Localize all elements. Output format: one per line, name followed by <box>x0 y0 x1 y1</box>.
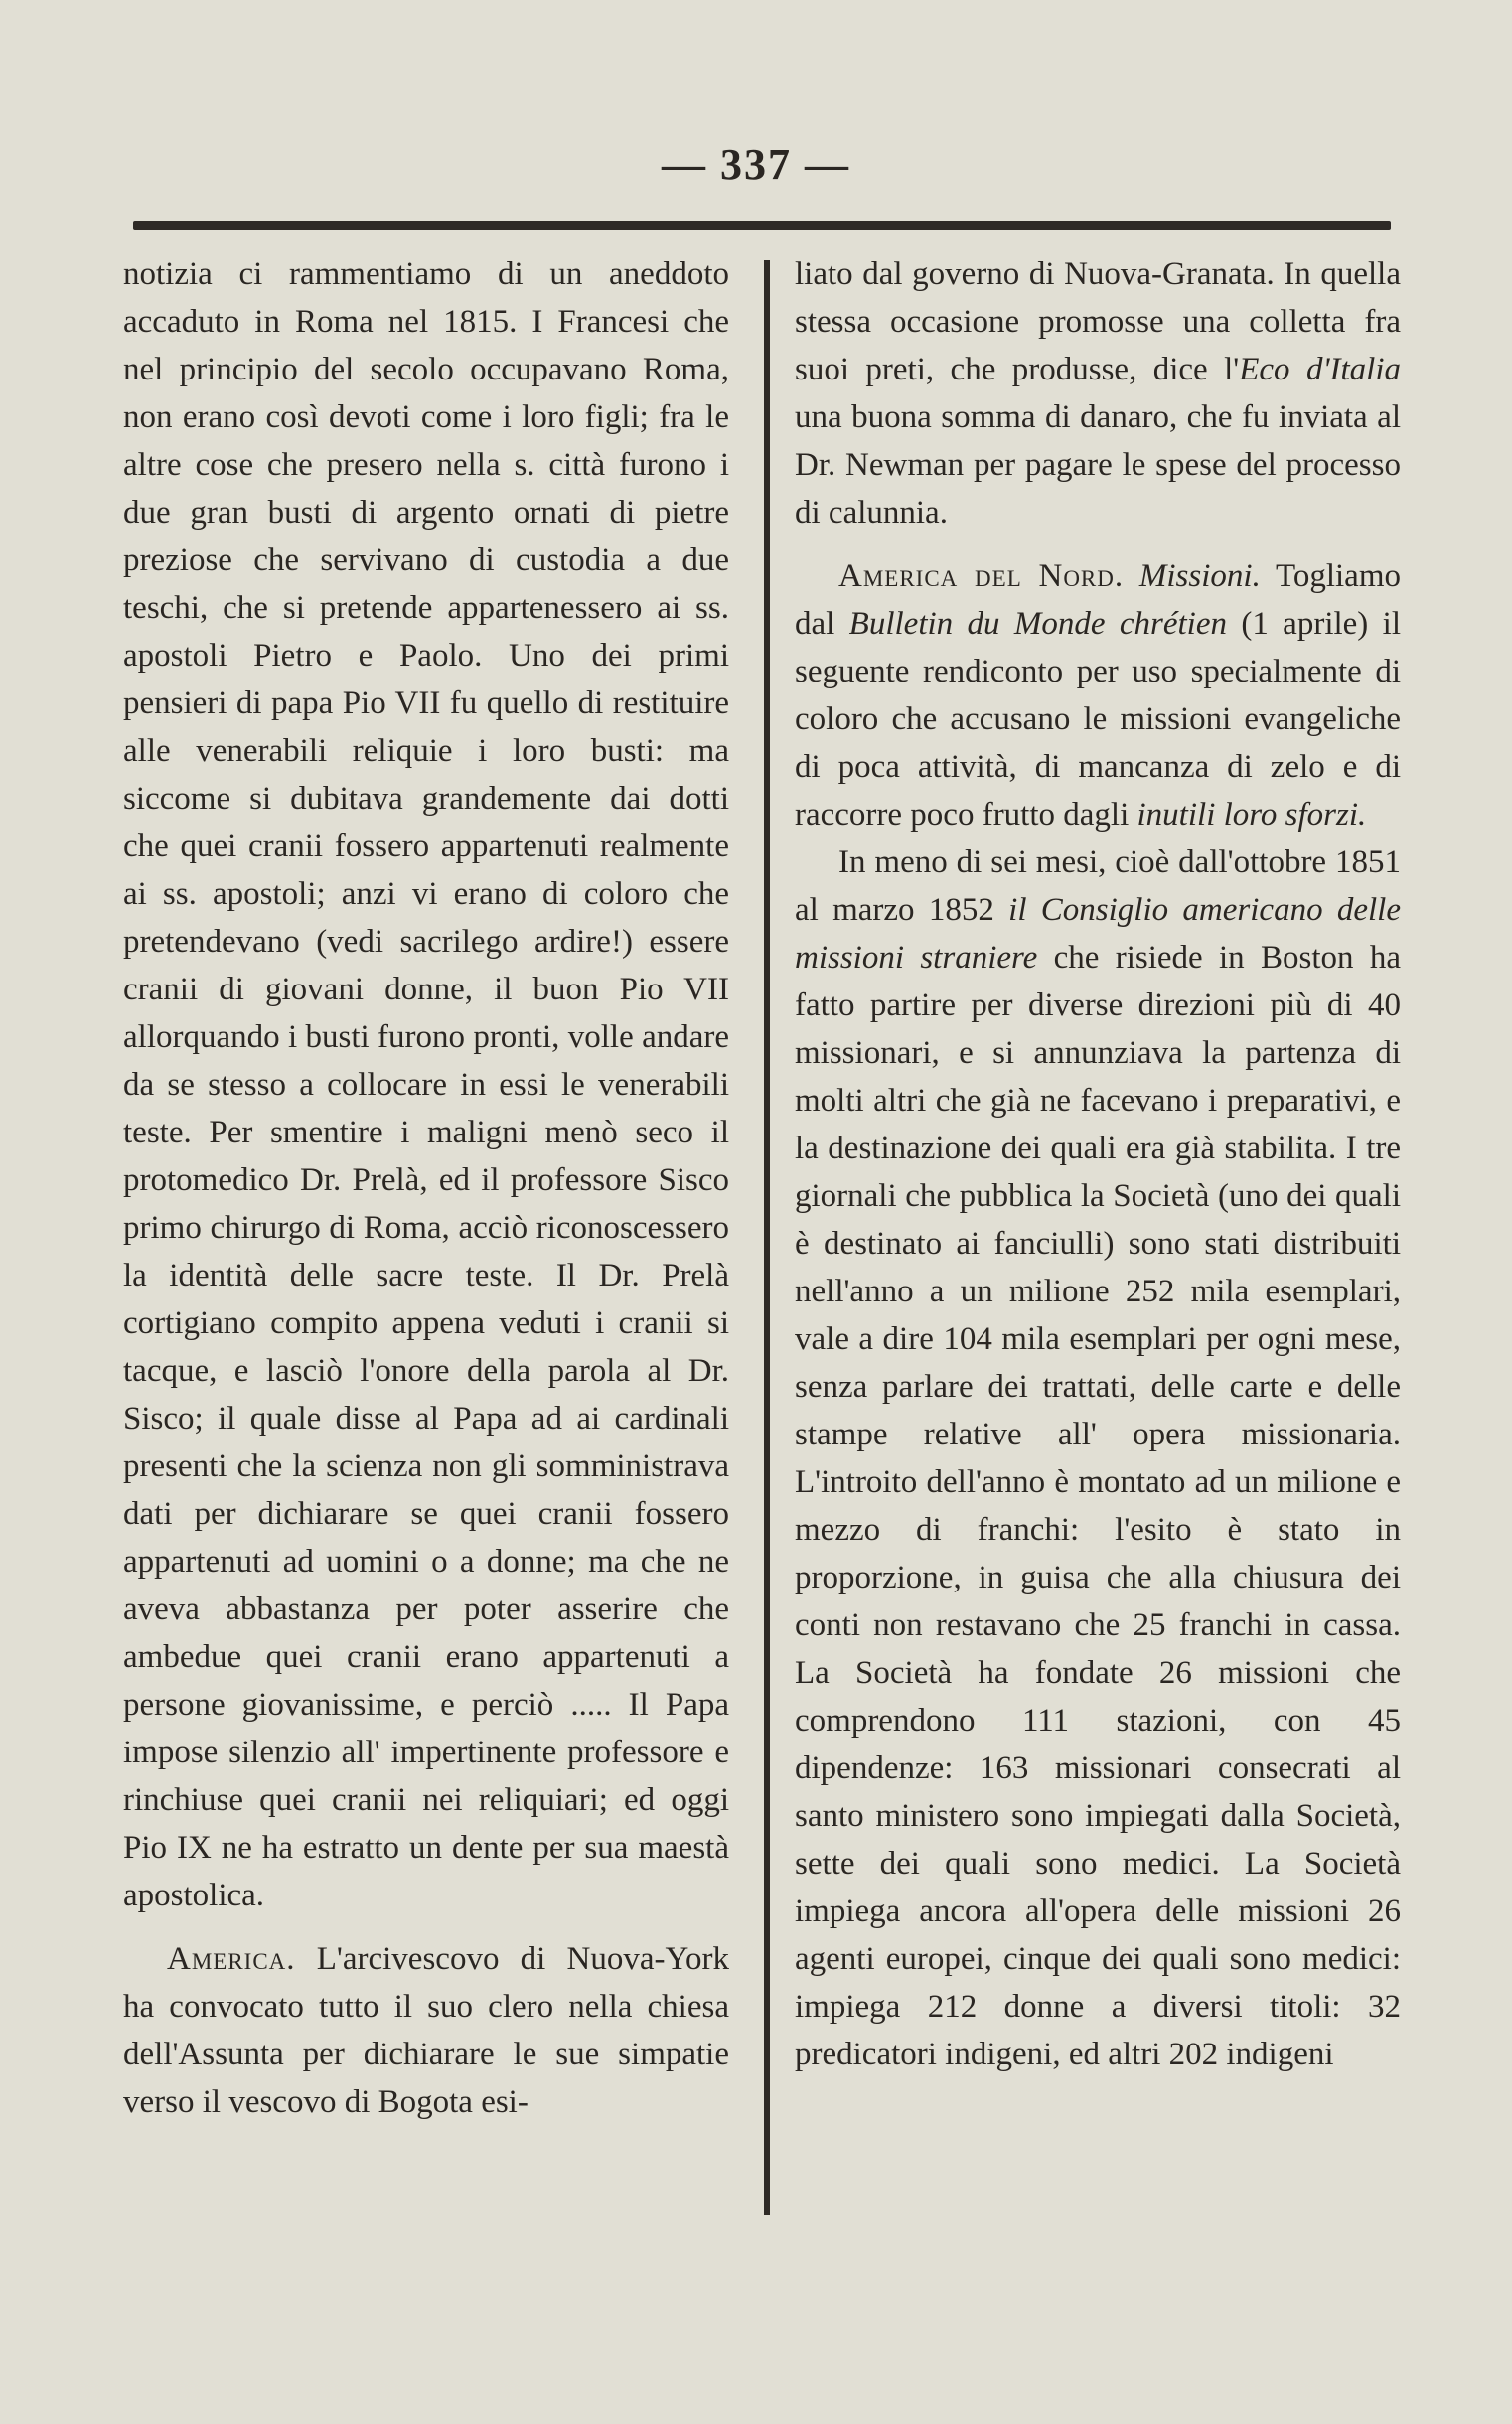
text-run: Togliamo dal <box>795 558 1401 642</box>
column-divider <box>764 260 770 2215</box>
america-paragraph <box>123 1935 729 2126</box>
text-run: (1 aprile) il seguente rendiconto per uso specialmente di coloro che accusano le missioni evangeliche di poca attività, di mancanza di zelo e di raccorre poco frutto dagli <box>795 606 1401 833</box>
body-paragraph-continued <box>795 250 1401 536</box>
north-america-paragraph <box>795 552 1401 838</box>
section-heading-north-america: America del Nord. <box>838 558 1125 594</box>
italic-phrase: inutili loro sforzi. <box>1136 797 1367 833</box>
page-number: — 337 — <box>662 140 850 189</box>
section-heading-america: America. <box>167 1941 296 1977</box>
section-subheading-missions: Missioni. <box>1138 558 1261 594</box>
header-rule <box>133 221 1391 230</box>
text-run: liato dal governo di Nuova-Granata. In quella stessa occasione promosse una colletta fra suoi preti, che produsse, dice l' <box>795 256 1401 387</box>
missions-report-paragraph <box>795 838 1401 2078</box>
body-paragraph: notizia ci rammentiamo di un aneddoto accaduto in Roma nel 1815. I Francesi che nel principio del secolo occupavano Roma, non erano così devoti come i loro figli; fra le altre cose che presero nella s. città furono i due gran busti di argento ornati di pietre preziose che servivano di custodia a due teschi, che si pretende appartenessero ai ss. apostoli Pietro e Paolo. Uno dei primi pensieri di papa Pio VII fu quello di restituire alle venerabili reliquie i loro busti: ma siccome si dubitava grandemente dai dotti che quei cranii fossero appartenuti realmente ai ss. apostoli; anzi vi erano di coloro che pretendevano (vedi sacrilego ardire!) essere cranii di giovani donne, il buon Pio VII allorquando i busti furono pronti, volle andare da se stesso a collocare in essi le venerabili teste. Per smentire i maligni menò seco il protomedico Dr. Prelà, ed il professore Sisco primo chirurgo di Roma, acciò riconoscessero la identità delle sacre teste. Il Dr. Prelà cortigiano compito appena veduti i cranii si tacque, e lasciò l'onore della parola al Dr. Sisco; il quale disse al Papa ad ai cardinali presenti che la scienza non gli somministrava dati per dichiarare se quei cranii fossero appartenuti ad uomini o a donne; ma che ne aveva abbastanza per poter asserire che ambedue quei cranii erano appartenuti a persone giovanissime, e perciò ..... Il Papa impose silenzio all' impertinente professore e rinchiuse quei cranii nei reliquiari; ed oggi Pio IX ne ha estratto un dente per sua maestà apostolica. <box>123 256 729 1913</box>
text-run: In meno di sei mesi, cioè dall'ottobre 1851 al marzo 1852 <box>795 844 1401 928</box>
text-run: che risiede in Boston ha fatto partire per diverse direzioni più di 40 missionari, e si annunziava la partenza di molti altri che già ne facevano i preparativi, e la destinazione dei quali era già stabilita. I tre giornali che pubblica la Società (uno dei quali è destinato ai fanciulli) sono stati distribuiti nell'anno a un milione 252 mila esemplari, vale a dire 104 mila esemplari per ogni mese, senza parlare dei trattati, delle carte e delle stampe relative all' opera missionaria. L'introito dell'anno è montato ad un milione e mezzo di franchi: l'esito è stato in proporzione, in guisa che alla chiusura dei conti non restavano che 25 franchi in cassa. La Società ha fondate 26 missioni che comprendono 111 stazioni, con 45 dipendenze: 163 missionari consecrati al santo ministero sono impiegati dalla Società, sette dei quali sono medici. La Società impiega ancora all'opera delle missioni 26 agenti europei, cinque dei quali sono medici: impiega 212 donne a diversi titoli: 32 predicatori indigeni, ed altri 202 indigeni <box>795 940 1401 2072</box>
periodical-title: Eco d'Italia <box>1239 352 1402 387</box>
council-name: il Consiglio americano delle missioni straniere <box>795 892 1401 976</box>
text-run: una buona somma di danaro, che fu inviata al Dr. Newman per pagare le spese del processo di calunnia. <box>795 399 1401 530</box>
bulletin-title: Bulletin du Monde chrétien <box>848 606 1227 642</box>
america-text: L'arcivescovo di Nuova-York ha convocato tutto il suo clero nella chiesa dell'Assunta per dichiarare le sue simpatie verso il vescovo di Bogota esi- <box>123 1941 729 2120</box>
left-column <box>123 250 729 2126</box>
right-column <box>795 250 1401 2078</box>
